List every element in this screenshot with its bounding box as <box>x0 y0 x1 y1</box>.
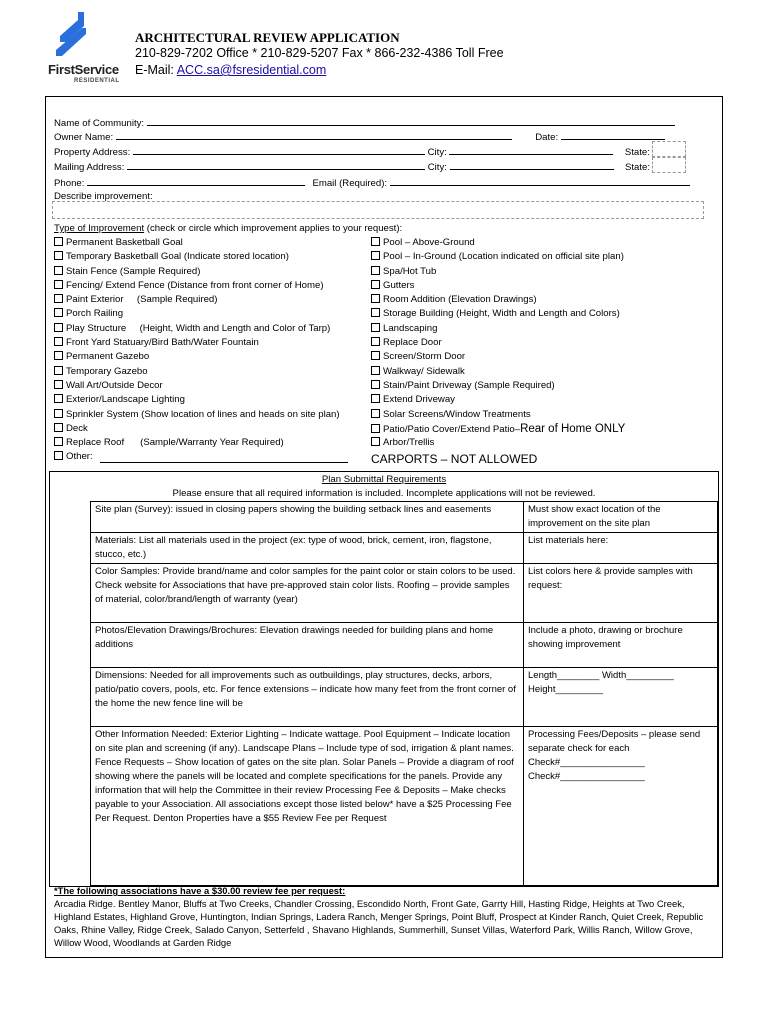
checkbox-icon[interactable] <box>54 409 63 418</box>
improvement-option[interactable] <box>371 393 625 407</box>
contact-phones: 210-829-7202 Office * 210-829-5207 Fax * 866-232-4386 Toll Free <box>135 46 504 60</box>
mailing-row <box>54 159 650 175</box>
improvement-option[interactable] <box>371 408 625 422</box>
improvement-label: Walkway/ Sidewalk <box>383 365 465 377</box>
requirement-description <box>91 564 524 623</box>
requirement-response[interactable]: Processing Fees/Deposits – please send separate check for each Check#________________ Check#________________ <box>524 727 718 886</box>
improvement-label: Permanent Gazebo <box>66 351 150 363</box>
mailing-label: Mailing Address: <box>54 162 125 173</box>
checkbox-icon[interactable] <box>54 437 63 446</box>
checkbox-icon[interactable] <box>371 251 380 260</box>
phone-label: Phone: <box>54 178 85 189</box>
type-header-label: Type of Improvement <box>54 223 145 234</box>
requirement-heading: Photos/Elevation Drawings/Brochures: <box>95 625 258 636</box>
owner-label: Owner Name: <box>54 132 114 143</box>
plan-title <box>50 472 718 487</box>
requirement-response[interactable]: List materials here: <box>524 533 718 564</box>
requirement-detail: Elevation drawings needed for building plans and home additions <box>95 625 494 650</box>
improvement-label: Replace Roof <box>66 437 141 449</box>
requirement-description <box>91 533 524 564</box>
requirement-heading: Other Information Needed: <box>95 729 208 740</box>
improvement-option[interactable] <box>54 250 340 264</box>
improvement-note: (Elevation Drawings) <box>448 294 537 306</box>
city-input[interactable] <box>449 144 613 155</box>
requirement-description <box>91 727 524 886</box>
checkbox-icon[interactable] <box>371 323 380 332</box>
checkbox-icon[interactable] <box>54 237 63 246</box>
fee-footer <box>54 884 716 949</box>
checkbox-icon[interactable] <box>54 308 63 317</box>
improvement-option[interactable] <box>371 307 625 321</box>
improvement-label: Temporary Gazebo <box>66 365 148 377</box>
improvement-option[interactable] <box>54 279 340 293</box>
improvement-option[interactable] <box>371 379 625 393</box>
page-title: ARCHITECTURAL REVIEW APPLICATION <box>135 30 400 45</box>
checkbox-icon[interactable] <box>54 280 63 289</box>
mailing-input[interactable] <box>127 159 425 170</box>
checkbox-icon[interactable] <box>371 351 380 360</box>
improvement-label: Play Structure <box>66 322 140 334</box>
fee-footer-list: Arcadia Ridge. Bentley Manor, Bluffs at Two Creeks, Chandler Crossing, Escondido North, Front Gate, Garrty Hill, Hasting Ridge, Heights at Two Creek, Highland Estates, Highland Grove, Huntington, Indian Springs, Ladera Ranch, Menger Springs, Point Bluff, Prospect at Kinder Ranch, Quiet Creek, Republic Oaks, Rhine Valley, Ridge Creek, Salado Canyon, Setterfeld , Shavano Highlands, Summerhill, Sunset Villas, Waterford Park, Willis Ranch, Willow Grove, Willow Wood, Woodlands at Garden Ridge <box>54 898 704 948</box>
improvement-option[interactable] <box>54 393 340 407</box>
checkbox-icon[interactable] <box>371 380 380 389</box>
improvement-note: (Location indicated on official site plan) <box>458 251 624 263</box>
email-input[interactable] <box>390 175 690 186</box>
improvement-option[interactable] <box>371 322 625 336</box>
improvement-label: Arbor/Trellis <box>383 437 435 449</box>
requirement-heading: Site plan (Survey): <box>95 504 174 515</box>
plan-title-text: Plan Submittal Requirements <box>321 474 447 485</box>
other-line[interactable] <box>100 462 348 463</box>
checkbox-icon[interactable] <box>371 266 380 275</box>
phone-row <box>54 175 690 191</box>
improvement-label: Temporary Basketball Goal <box>66 251 184 263</box>
improvement-label: Permanent Basketball Goal <box>66 237 183 248</box>
improvement-label: Front Yard Statuary/Bird Bath/Water Fountain <box>66 337 259 349</box>
logo-sub: RESIDENTIAL <box>74 78 120 84</box>
city-label: City: <box>427 147 447 158</box>
checkbox-icon[interactable] <box>54 337 63 346</box>
requirement-description <box>91 668 524 727</box>
describe-input[interactable] <box>52 201 704 219</box>
improvement-note: (Sample Required) <box>474 379 555 391</box>
improvement-option[interactable] <box>54 408 340 422</box>
requirement-detail: issued in closing papers showing the building setback lines and easements <box>173 504 492 515</box>
contact-email <box>135 63 326 77</box>
checkbox-icon[interactable] <box>54 451 63 460</box>
fee-footer-title <box>54 884 716 897</box>
logo-name: FirstService <box>48 62 119 77</box>
requirement-detail: Provide brand/name and color samples for the paint color or stain colors to be used. Check website for Associations that have pre-approved stain color lists. Roofing – provide samples of material, color/brand/length of warranty (year) <box>95 566 516 605</box>
checkbox-icon[interactable] <box>371 337 380 346</box>
left-improvement-list <box>54 236 340 465</box>
right-improvement-list <box>371 236 625 450</box>
improvement-label: Screen/Storm Door <box>383 351 466 363</box>
improvement-option[interactable] <box>54 422 340 436</box>
requirement-response[interactable]: Length________ Width_________ Height_________ <box>524 668 718 727</box>
checkbox-icon[interactable] <box>54 266 63 275</box>
improvement-option[interactable] <box>371 236 625 250</box>
requirement-row <box>91 533 718 564</box>
checkbox-icon[interactable] <box>371 294 380 303</box>
email-label: E-Mail: <box>135 63 174 77</box>
requirement-detail: Exterior Lighting – Indicate wattage. Pool Equipment – Indicate location on site plan and screening (if any). Landscape Plans – Include type of sod, irrigation & plant names. Fence Requests – Show location of gates on the site plan. Solar Panels – Provide a diagram of roof showing where the panels will be located and complete specifications for the panels. Provide any information that will help the Committee in their review Processing Fee & Deposits – Make checks payable to your Association. All associations except those listed below* have a $25 Processing Fee Per Request. Denton Properties have a $55 Review Fee per Request <box>95 729 514 824</box>
improvement-label: Landscaping <box>383 322 438 334</box>
checkbox-icon[interactable] <box>54 351 63 360</box>
state-input[interactable] <box>652 141 686 157</box>
property-input[interactable] <box>133 144 425 155</box>
requirement-heading: Dimensions: <box>95 670 148 681</box>
requirement-row <box>91 727 718 886</box>
improvement-note: (Sample/Warranty Year Required) <box>140 437 284 449</box>
improvement-option[interactable] <box>371 336 625 350</box>
improvement-option[interactable] <box>371 365 625 379</box>
mailing-state-label: State: <box>624 162 651 173</box>
date-input[interactable] <box>561 129 665 140</box>
plan-subtitle: Please ensure that all required information is included. Incomplete applications will not be reviewed. <box>172 488 596 499</box>
state-label: State: <box>624 147 650 158</box>
improvement-label: Solar Screens/Window Treatments <box>383 408 531 420</box>
improvement-note: (Distance from front corner of Home) <box>167 279 324 291</box>
improvement-label: Storage Building <box>383 308 457 320</box>
checkbox-icon[interactable] <box>54 366 63 375</box>
improvement-option[interactable] <box>54 336 340 350</box>
improvement-label: Paint Exterior <box>66 294 137 306</box>
improvement-label: Pool – In-Ground <box>383 251 459 263</box>
fee-footer-title-text: *The following associations have a $30.00 review fee per request: <box>54 885 346 896</box>
requirement-response[interactable]: Must show exact location of the improvement on the site plan <box>524 502 718 533</box>
checkbox-icon[interactable] <box>371 409 380 418</box>
improvement-label: Wall Art/Outside Decor <box>66 379 163 391</box>
company-logo <box>46 12 126 88</box>
improvement-note: Rear of Home ONLY <box>520 422 626 435</box>
requirement-description <box>91 623 524 668</box>
requirement-row <box>91 623 718 668</box>
improvement-option[interactable] <box>371 293 625 307</box>
checkbox-icon[interactable] <box>371 237 380 246</box>
carports-notice: CARPORTS – NOT ALLOWED <box>371 452 538 466</box>
improvement-note: (Height, Width and Length and Colors) <box>456 308 620 320</box>
checkbox-icon[interactable] <box>54 423 63 432</box>
phone-input[interactable] <box>87 175 305 186</box>
mailing-city-label: City: <box>427 162 447 173</box>
checkbox-icon[interactable] <box>54 380 63 389</box>
requirement-row <box>91 668 718 727</box>
community-label: Name of Community: <box>54 118 145 129</box>
improvement-note: (Sample Required) <box>119 265 201 277</box>
improvement-note: (Indicate stored location) <box>183 251 289 263</box>
improvement-note: (Show location of lines and heads on site plan) <box>141 408 340 420</box>
improvement-label: Room Addition <box>383 294 449 306</box>
improvement-option[interactable] <box>371 350 625 364</box>
improvement-option[interactable] <box>54 379 340 393</box>
improvement-option[interactable] <box>54 322 340 336</box>
improvement-label: Stain/Paint Driveway <box>383 379 475 391</box>
requirement-detail: Needed for all improvements such as outbuildings, play structures, decks, arbors, patio/patio covers, pools, etc. For fence extensions – indicate how many feet from the front corner of the home the new fence line will be <box>95 670 516 709</box>
checkbox-icon[interactable] <box>54 394 63 403</box>
requirement-detail: List all materials used in the project (ex: type of wood, brick, cement, iron, flagstone, stucco, etc.) <box>95 535 492 560</box>
requirement-row <box>91 502 718 533</box>
improvement-option[interactable] <box>371 250 625 264</box>
requirement-response[interactable]: Include a photo, drawing or brochure showing improvement <box>524 623 718 668</box>
checkbox-icon[interactable] <box>371 394 380 403</box>
owner-row <box>54 129 665 145</box>
improvement-label: Porch Railing <box>66 308 124 320</box>
property-row <box>54 144 650 160</box>
improvement-label: Sprinkler System <box>66 408 142 420</box>
requirement-row <box>91 564 718 623</box>
logo-mark-icon <box>52 12 92 58</box>
plan-requirements <box>49 471 719 887</box>
improvement-option[interactable] <box>371 436 625 450</box>
checkbox-icon[interactable] <box>371 280 380 289</box>
requirement-description <box>91 502 524 533</box>
type-header <box>54 222 402 236</box>
mailing-city-input[interactable] <box>450 159 614 170</box>
checkbox-icon[interactable] <box>54 294 63 303</box>
describe-label: Describe improvement: <box>54 191 153 202</box>
improvement-option[interactable] <box>54 350 340 364</box>
improvement-note: (Sample Required) <box>136 294 218 306</box>
improvement-label: Gutters <box>383 279 415 291</box>
improvement-option[interactable] <box>54 307 340 321</box>
improvement-label: Fencing/ Extend Fence <box>66 279 168 291</box>
improvement-label: Deck <box>66 422 88 434</box>
improvement-option[interactable] <box>54 265 340 279</box>
improvement-option[interactable] <box>371 265 625 279</box>
checkbox-icon[interactable] <box>54 323 63 332</box>
improvement-option[interactable] <box>371 422 625 436</box>
improvement-note: (Height, Width and Length and Color of Tarp) <box>139 322 331 334</box>
requirement-heading: Color Samples: <box>95 566 160 577</box>
checkbox-icon[interactable] <box>54 251 63 260</box>
email-field-label: Email (Required): <box>312 178 388 189</box>
improvement-label: Extend Driveway <box>383 394 455 406</box>
improvement-option[interactable] <box>54 293 340 307</box>
requirement-response[interactable]: List colors here & provide samples with request: <box>524 564 718 623</box>
requirements-table <box>90 501 718 886</box>
improvement-label: Stain Fence <box>66 265 120 277</box>
checkbox-icon[interactable] <box>371 437 380 446</box>
improvement-label: Pool – Above-Ground <box>383 237 475 248</box>
improvement-label: Patio/Patio Cover/Extend Patio– <box>383 423 521 435</box>
improvement-label: Replace Door <box>383 337 442 349</box>
checkbox-icon[interactable] <box>371 308 380 317</box>
owner-input[interactable] <box>116 129 512 140</box>
checkbox-icon[interactable] <box>371 424 380 433</box>
improvement-option[interactable] <box>54 436 340 450</box>
requirement-heading: Materials: <box>95 535 137 546</box>
type-header-note: (check or circle which improvement applies to your request): <box>144 223 403 234</box>
improvement-option[interactable] <box>54 365 340 379</box>
improvement-option[interactable] <box>54 236 340 250</box>
improvement-label: Spa/Hot Tub <box>383 265 437 277</box>
mailing-state-input[interactable] <box>652 157 686 173</box>
improvement-option[interactable] <box>371 279 625 293</box>
checkbox-icon[interactable] <box>371 366 380 375</box>
improvement-label: Other: <box>66 451 93 463</box>
improvement-label: Exterior/Landscape Lighting <box>66 394 185 406</box>
email-link[interactable]: ACC.sa@fsresidential.com <box>176 63 327 77</box>
date-label: Date: <box>535 132 559 143</box>
community-input[interactable] <box>147 115 675 126</box>
property-label: Property Address: <box>54 147 131 158</box>
